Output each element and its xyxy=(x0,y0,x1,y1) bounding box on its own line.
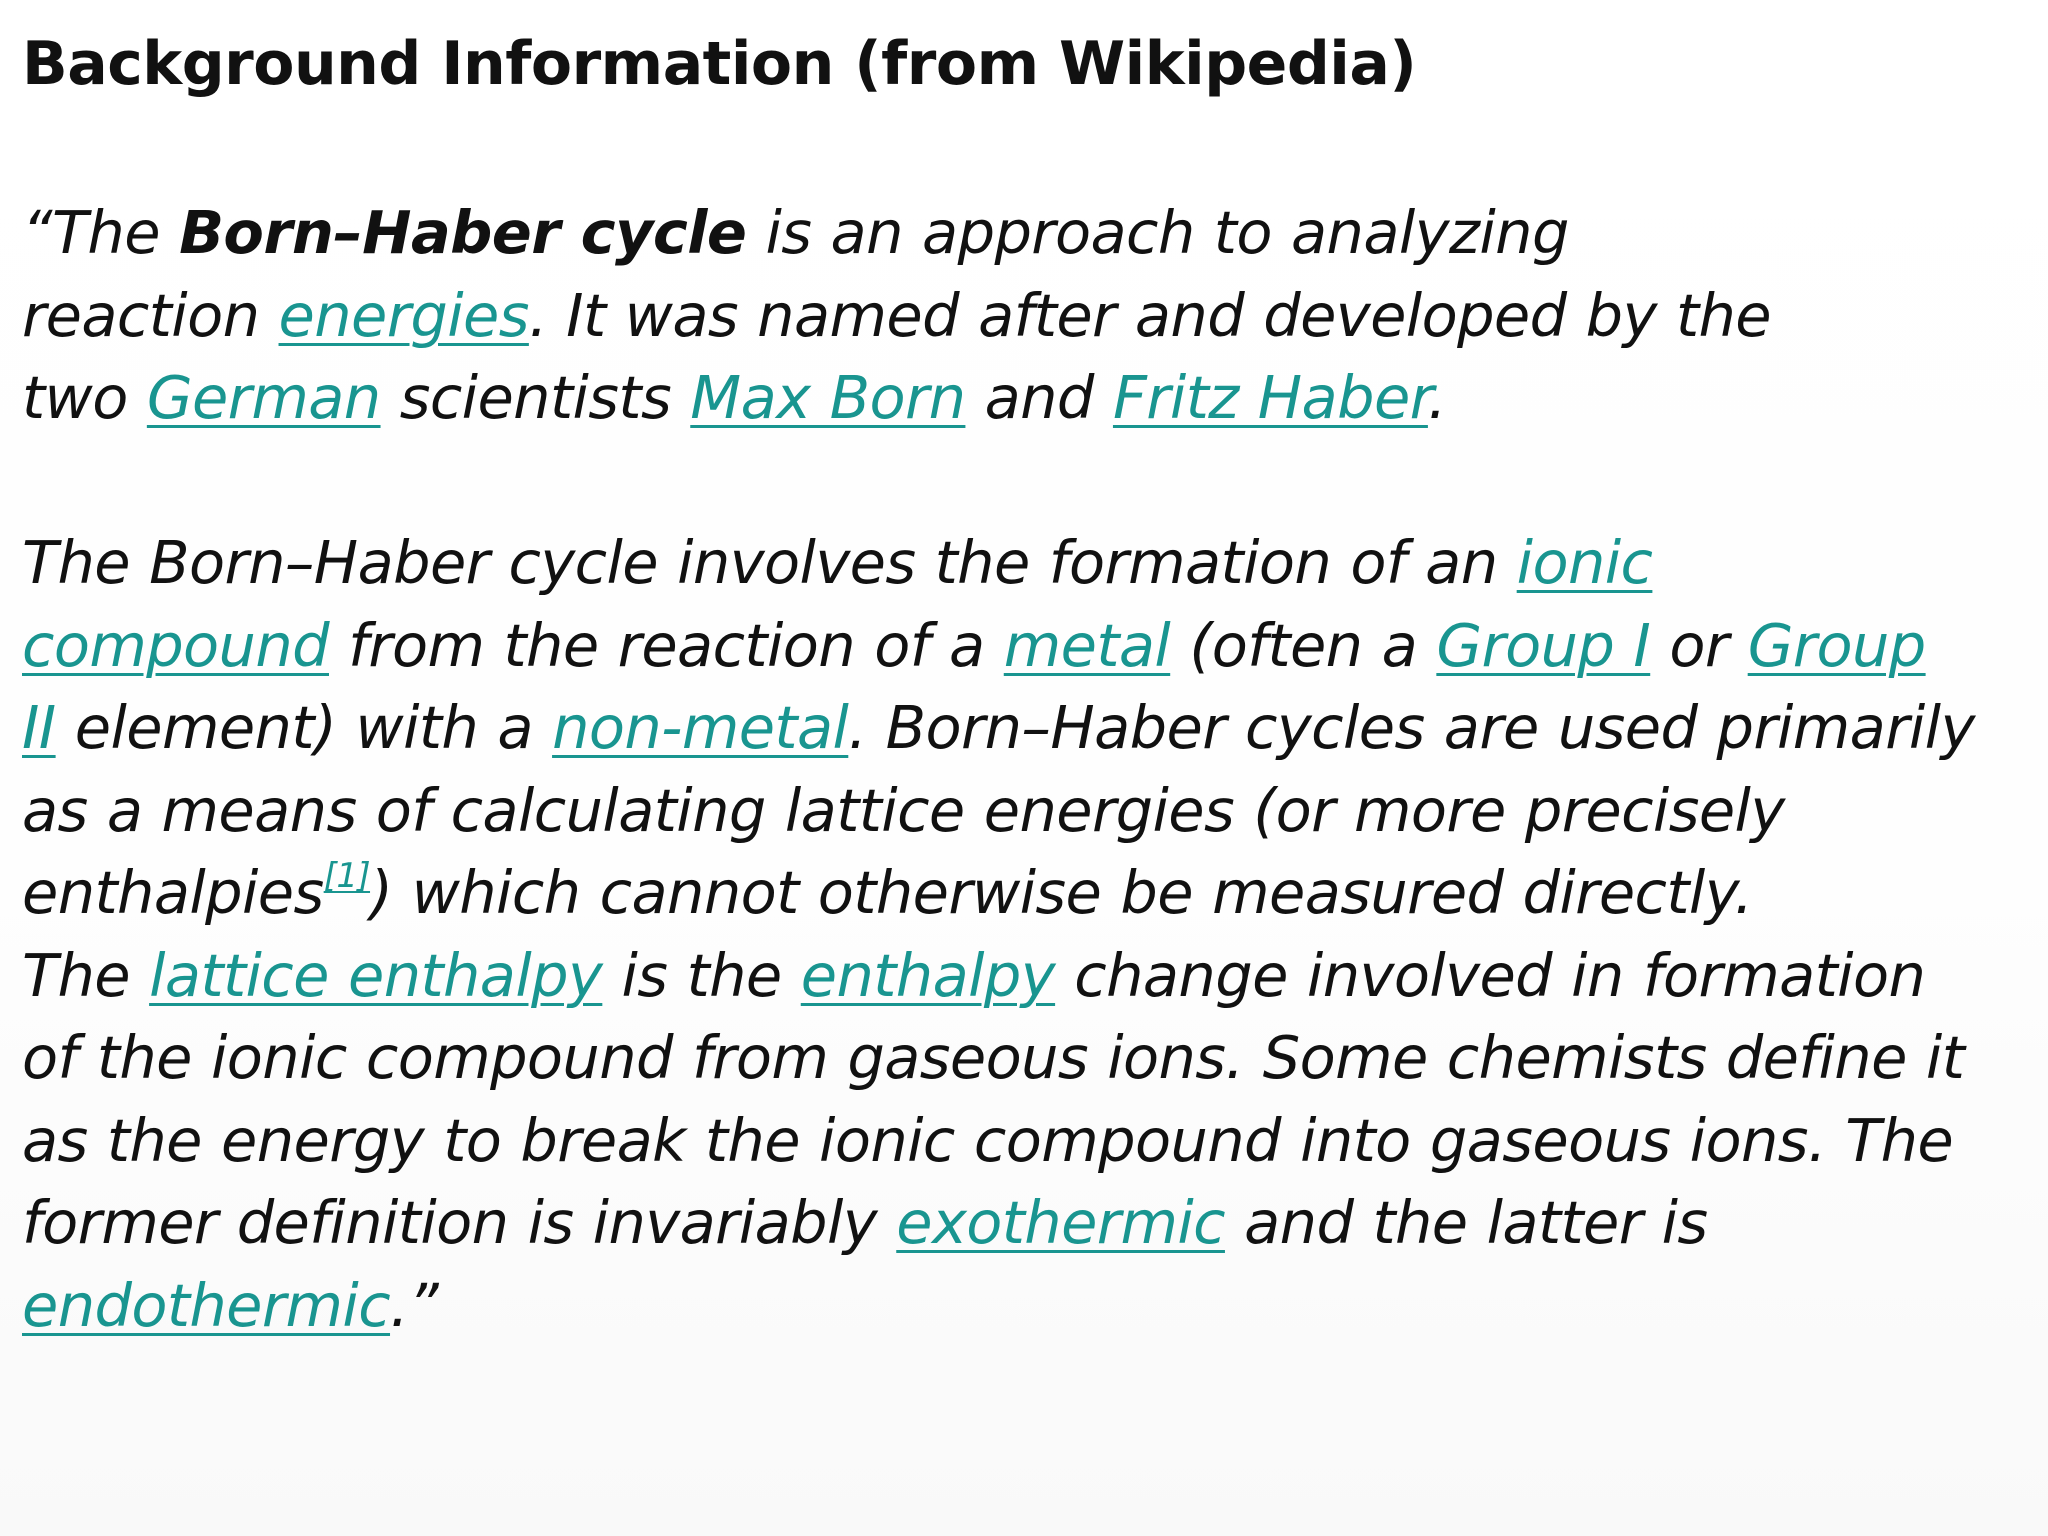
link-lattice-enthalpy[interactable]: lattice enthalpy xyxy=(149,940,603,1010)
citation-link-1[interactable]: [1] xyxy=(323,856,371,896)
text-line xyxy=(22,935,2022,1018)
text-run: “The xyxy=(22,198,180,267)
text-line xyxy=(22,687,2022,770)
quote-body xyxy=(22,192,2022,1347)
text-run: . It was named after and developed by the xyxy=(528,280,1771,350)
link-group-ii-part1[interactable]: Group xyxy=(1747,610,1926,680)
text-run: and the latter is xyxy=(1224,1188,1708,1257)
text-run: ) which cannot otherwise be measured directly. xyxy=(370,858,1753,927)
text-line: as a means of calculating lattice energies (or more precisely xyxy=(22,775,1785,845)
text-line xyxy=(22,1265,2022,1348)
text-line xyxy=(22,605,2022,688)
link-endothermic[interactable]: endothermic xyxy=(22,1270,391,1340)
text-run: is an approach to analyzing xyxy=(746,198,1569,267)
link-non-metal[interactable]: non-metal xyxy=(552,693,849,762)
text-line xyxy=(22,357,2022,440)
link-ionic-compound-part2[interactable]: compound xyxy=(22,610,329,680)
text-run: reaction xyxy=(22,280,279,350)
text-run: two xyxy=(22,363,147,432)
text-run: (often a xyxy=(1170,610,1437,680)
link-energies[interactable]: energies xyxy=(278,280,529,350)
link-fritz-haber[interactable]: Fritz Haber xyxy=(1112,363,1428,432)
link-exothermic[interactable]: exothermic xyxy=(896,1188,1225,1257)
text-line xyxy=(22,852,2022,935)
text-run: The xyxy=(22,940,150,1010)
citation-superscript xyxy=(324,856,370,896)
link-group-ii-part2[interactable]: II xyxy=(22,693,56,762)
text-run: is the xyxy=(602,940,801,1010)
text-run: and xyxy=(965,363,1113,432)
text-run: .” xyxy=(390,1270,439,1340)
term-born-haber-cycle: Born–Haber cycle xyxy=(179,198,747,267)
text-line: of the ionic compound from gaseous ions. Some chemists define it xyxy=(22,1023,1965,1092)
text-run: scientists xyxy=(380,363,691,432)
link-metal[interactable]: metal xyxy=(1003,610,1171,680)
text-run: enthalpies xyxy=(22,858,324,927)
text-line xyxy=(22,192,2022,275)
text-line: as the energy to break the ionic compound into gaseous ions. The xyxy=(22,1105,1954,1175)
text-line xyxy=(22,522,2022,605)
link-enthalpy[interactable]: enthalpy xyxy=(800,940,1056,1010)
link-german[interactable]: German xyxy=(146,363,381,432)
page-title: Background Information (from Wikipedia) xyxy=(22,29,1417,99)
text-line xyxy=(22,1182,2022,1265)
text-line xyxy=(22,275,2022,358)
text-run: The Born–Haber cycle involves the formation of an xyxy=(22,528,1517,597)
text-run: former definition is invariably xyxy=(22,1188,897,1257)
text-run: element) with a xyxy=(55,693,553,762)
link-ionic-compound-part1[interactable]: ionic xyxy=(1516,528,1653,597)
text-run: or xyxy=(1650,610,1748,680)
link-max-born[interactable]: Max Born xyxy=(690,363,966,432)
paragraph-gap xyxy=(22,440,2022,523)
text-run: . xyxy=(1427,363,1447,432)
text-run: . Born–Haber cycles are used primarily xyxy=(848,693,1975,762)
text-run: from the reaction of a xyxy=(329,610,1004,680)
link-group-i[interactable]: Group I xyxy=(1436,610,1651,680)
text-run: change involved in formation xyxy=(1055,940,1926,1010)
